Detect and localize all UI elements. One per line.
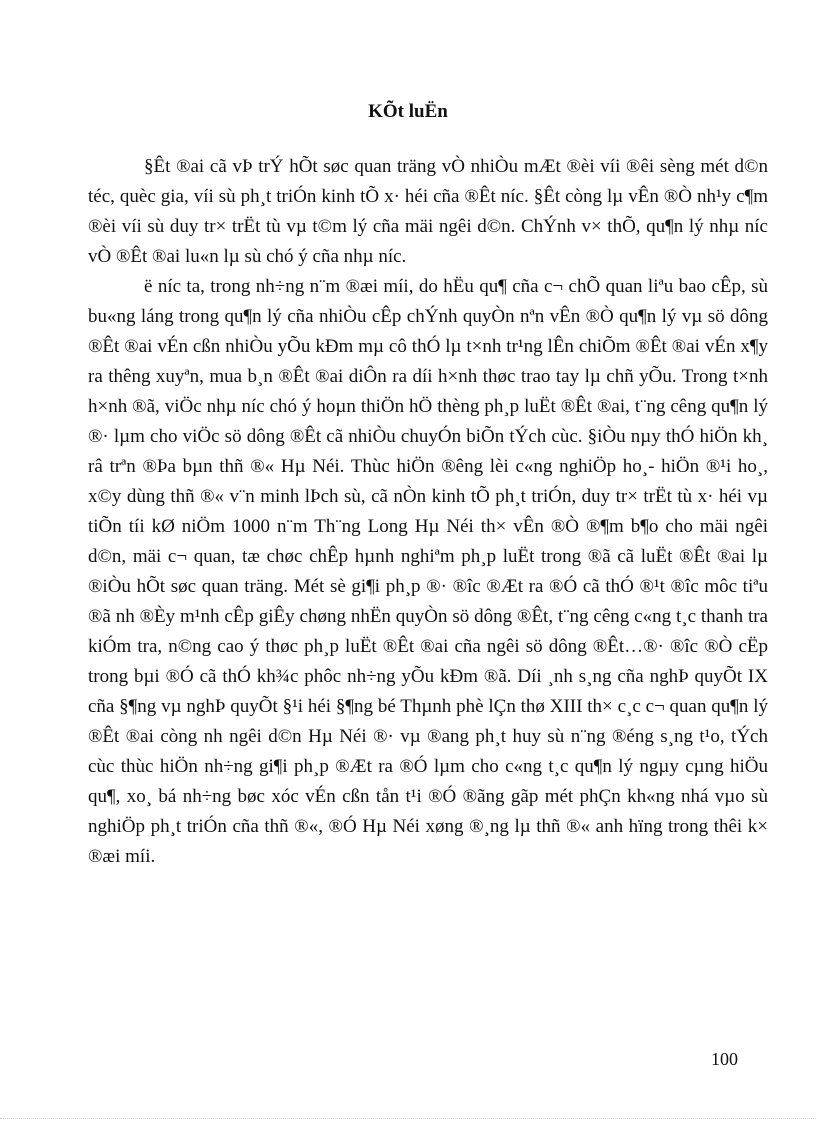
page-title: KÕt luËn bbox=[368, 101, 448, 122]
page-bottom-divider bbox=[0, 1118, 816, 1119]
page-number: 100 bbox=[711, 1049, 738, 1069]
paragraph: ë níc ta, trong nh÷ng n¨m ®æi míi, do hËu qu¶ cña c¬ chÕ quan liªu bao cÊp, sù bu«ng láng trong qu¶n lý cña nhiÒu cÊp chÝnh quyÒn nªn vÊn ®Ò qu¶n lý vµ sö dông ®Êt ®ai vÉn cßn nhiÒu yÕu kÐm mµ cô thÓ lµ t×nh tr¹ng lÊn chiÕm ®Êt ®ai vÉn x¶y ra thêng xuyªn, mua b¸n ®Êt ®ai diÔn ra díi h×nh thøc trao tay lµ chñ yÕu. Trong t×nh h×nh ®ã, viÖc nhµ níc chó ý hoµn thiÖn hÖ thèng ph¸p luËt ®Êt ®ai, t¨ng cêng qu¶n lý ®· lµm cho viÖc sö dông ®Êt cã nhiÒu chuyÓn biÕn tÝch cùc. §iÒu nµy thÓ hiÖn kh¸ râ trªn ®Þa bµn thñ ®« Hµ Néi. Thùc hiÖn ®êng lèi c«ng nghiÖp ho¸- hiÖn ®¹i ho¸, x©y dùng thñ ®« v¨n minh lÞch sù, cã nÒn kinh tÕ ph¸t triÓn, duy tr× trËt tù x· héi vµ tiÕn tíi kØ niÖm 1000 n¨m Th¨ng Long Hµ Néi th× vÊn ®Ò ®¶m b¶o cho mäi ngêi d©n, mäi c¬ quan, tæ chøc chÊp hµnh nghiªm ph¸p luËt trong ®ã cã luËt ®Êt ®ai lµ ®iÒu hÕt søc quan träng. Mét sè gi¶i ph¸p ®· ®îc ®Æt ra ®Ó cã thÓ ®¹t ®îc môc tiªu ®ã nh ®Èy m¹nh cÊp giÊy chøng nhËn quyÒn sö dông ®Êt, t¨ng cêng c«ng t¸c thanh tra kiÓm tra, n©ng cao ý thøc ph¸p luËt ®Êt ®ai cña ngêi sö dông ®Êt…®· ®îc ®Ò cËp trong bµi ®Ó cã thÓ kh¾c phôc nh÷ng yÕu kÐm ®ã. Díi ¸nh s¸ng cña nghÞ quyÕt IX cña §¶ng vµ nghÞ quyÕt §¹i héi §¶ng bé Thµnh phè lÇn thø XIII th× c¸c c¬ quan qu¶n lý ®Êt ®ai còng nh ngêi d©n Hµ Néi ®· vµ ®ang ph¸t huy sù n¨ng ®éng s¸ng t¹o, tÝch cùc thùc hiÖn nh÷ng gi¶i ph¸p ®Æt ra ®Ó lµm cho c«ng t¸c qu¶n lý ngµy cµng hiÖu qu¶, xo¸ bá nh÷ng bøc xóc vÉn cßn tån t¹i ®Ó ®ãng gãp mét phÇn kh«ng nhá vµo sù nghiÖp ph¸t triÓn cña thñ ®«, ®Ó Hµ Néi xøng ®¸ng lµ thñ ®« anh hïng trong thêi k× ®æi míi. bbox=[88, 276, 768, 867]
body-text bbox=[88, 152, 768, 872]
paragraph: §Êt ®ai cã vÞ trÝ hÕt søc quan träng vÒ nhiÒu mÆt ®èi víi ®êi sèng mét d©n téc, quèc gia, víi sù ph¸t triÓn kinh tÕ x· héi cña ®Êt níc. §Êt còng lµ vÊn ®Ò nh¹y c¶m ®èi víi sù duy tr× trËt tù vµ t©m lý cña mäi ngêi d©n. ChÝnh v× thÕ, qu¶n lý nhµ níc vÒ ®Êt ®ai lu«n lµ sù chó ý cña nhµ níc. bbox=[88, 156, 768, 267]
